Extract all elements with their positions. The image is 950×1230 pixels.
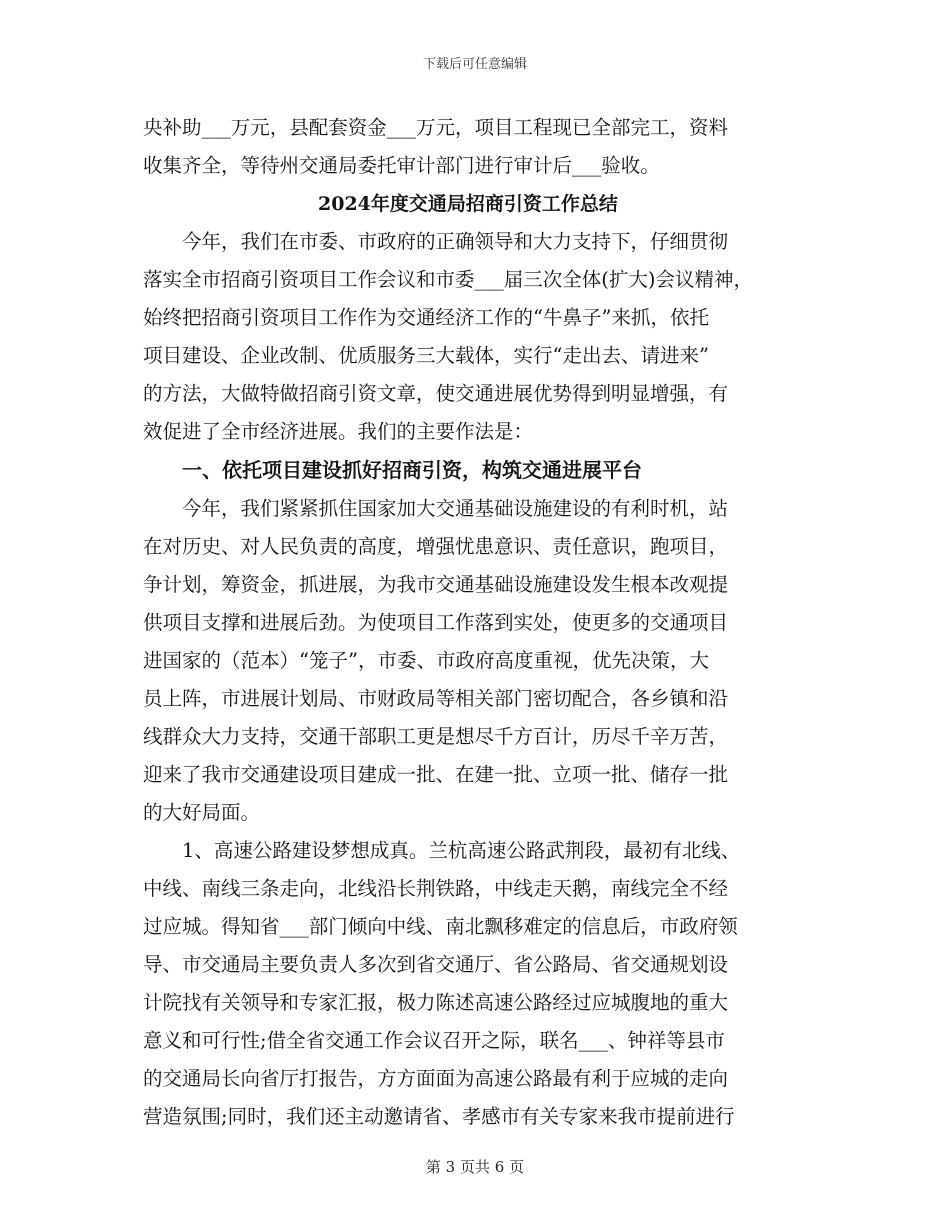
section-title: 2024年度交通局招商引资工作总结 <box>318 193 618 215</box>
text-line: 导、市交通局主要负责人多次到省交通厅、省公路局、省交通规划设 <box>143 953 729 976</box>
page-header: 下载后可任意编辑 <box>422 57 527 72</box>
text-line: 过应城。得知省___部门倾向中线、南北飘移难定的信息后，市政府领 <box>143 915 738 938</box>
text-line: 迎来了我市交通建设项目建成一批、在建一批、立项一批、储存一批 <box>143 763 729 786</box>
text-line: 中线、南线三条走向，北线沿长荆铁路，中线走天鹅，南线完全不经 <box>143 877 729 900</box>
text-line: 央补助___万元，县配套资金___万元，项目工程现已全部完工，资料 <box>143 116 729 139</box>
text-line: 供项目支撑和进展后劲。为使项目工作落到实处，使更多的交通项目 <box>143 611 729 634</box>
text-line: 线群众大力支持，交通干部职工更是想尽千方百计，历尽千辛万苦， <box>143 725 729 748</box>
text-line: 项目建设、企业改制、优质服务三大载体，实行“走出去、请进来” <box>143 344 709 367</box>
text-line: 今年，我们紧紧抓住国家加大交通基础设施建设的有利时机，站 <box>182 497 729 520</box>
page-footer: 第 3 页共 6 页 <box>425 1158 525 1176</box>
text-line: 进国家的（范本）“笼子”，市委、市政府高度重视，优先决策，大 <box>143 649 709 672</box>
text-line: 争计划，筹资金，抓进展，为我市交通基础设施建设发生根本改观提 <box>143 573 729 596</box>
text-line: 营造氛围;同时，我们还主动邀请省、孝感市有关专家来我市提前进行 <box>143 1105 735 1128</box>
text-line: 1、高速公路建设梦想成真。兰杭高速公路武荆段，最初有北线、 <box>182 839 741 862</box>
text-line: 的大好局面。 <box>143 801 261 824</box>
text-line: 今年，我们在市委、市政府的正确领导和大力支持下，仔细贯彻 <box>182 230 729 253</box>
text-line: 始终把招商引资项目工作作为交通经济工作的“牛鼻子”来抓，依托 <box>143 306 709 329</box>
text-line: 意义和可行性;借全省交通工作会议召开之际，联名___、钟祥等县市 <box>143 1029 725 1052</box>
text-line: 的方法，大做特做招商引资文章，使交通进展优势得到明显增强，有 <box>143 382 729 405</box>
text-line: 计院找有关领导和专家汇报，极力陈述高速公路经过应城腹地的重大 <box>143 991 729 1014</box>
text-line: 收集齐全，等待州交通局委托审计部门进行审计后___验收。 <box>143 154 660 177</box>
text-line: 效促进了全市经济进展。我们的主要作法是： <box>143 420 534 443</box>
text-line: 员上阵，市进展计划局、市财政局等相关部门密切配合，各乡镇和沿 <box>143 687 729 710</box>
text-line: 的交通局长向省厅打报告，方方面面为高速公路最有利于应城的走向 <box>143 1067 729 1090</box>
text-line: 在对历史、对人民负责的高度，增强忧患意识、责任意识，跑项目， <box>143 535 729 558</box>
subsection-heading: 一、依托项目建设抓好招商引资，构筑交通进展平台 <box>182 458 642 482</box>
text-line: 落实全市招商引资项目工作会议和市委___届三次全体(扩大)会议精神， <box>143 268 753 291</box>
